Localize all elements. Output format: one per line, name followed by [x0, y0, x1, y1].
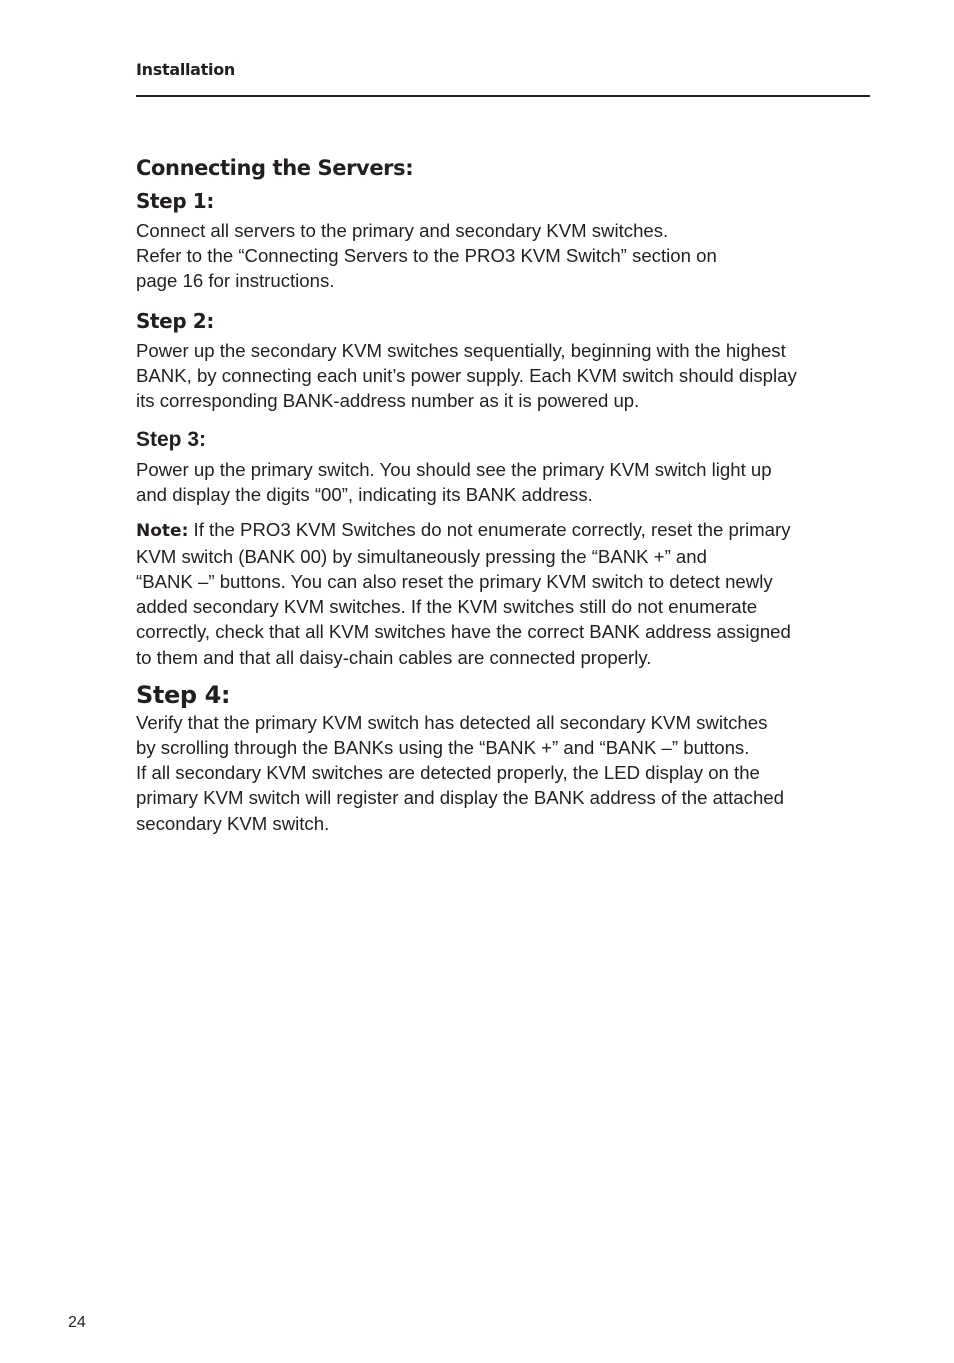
note-line-2: KVM switch (BANK 00) by simultaneously pressing the “BANK +” and — [136, 545, 707, 567]
step-4-line-4: primary KVM switch will register and display the BANK address of the attached — [136, 787, 784, 809]
step-4-line-1: Verify that the primary KVM switch has detected all secondary KVM switches — [136, 711, 768, 733]
step-4-line-5: secondary KVM switch. — [136, 812, 330, 834]
note-label: Note: — [136, 520, 189, 541]
page-title: Connecting the Servers: — [136, 156, 414, 180]
step-2-line-2: BANK, by connecting each unit’s power supply. Each KVM switch should display — [136, 364, 797, 386]
step-3-heading: Step 3: — [136, 428, 207, 452]
step-2-line-1: Power up the secondary KVM switches sequentially, beginning with the highest — [136, 339, 786, 361]
step-4-line-2: by scrolling through the BANKs using the “BANK +” and “BANK –” buttons. — [136, 737, 750, 759]
step-2-heading: Step 2: — [136, 308, 214, 333]
note-line-6: to them and that all daisy-chain cables are connected properly. — [136, 646, 652, 668]
step-2-line-3: its corresponding BANK-address number as it is powered up. — [136, 390, 640, 412]
step-4-heading: Step 4: — [136, 680, 231, 709]
step-3-line-1: Power up the primary switch. You should see the primary KVM switch light up — [136, 459, 772, 481]
header-rule — [136, 95, 870, 97]
note-line-5: correctly, check that all KVM switches have the correct BANK address assigned — [136, 621, 791, 643]
page-number: 24 — [68, 1314, 86, 1331]
note-line-1-text: If the PRO3 KVM Switches do not enumerate correctly, reset the primary — [188, 518, 791, 540]
step-1-line-2: Refer to the “Connecting Servers to the PRO3 KVM Switch” section on — [136, 245, 717, 267]
note-line-4: added secondary KVM switches. If the KVM switches still do not enumerate — [136, 596, 758, 618]
step-4-line-3: If all secondary KVM switches are detected properly, the LED display on the — [136, 762, 760, 784]
step-1-heading: Step 1: — [136, 189, 214, 213]
step-1-line-1: Connect all servers to the primary and secondary KVM switches. — [136, 220, 669, 241]
section-header-label: Installation — [136, 60, 235, 79]
note-line-3: “BANK –” buttons. You can also reset the primary KVM switch to detect newly — [136, 571, 773, 593]
step-1-line-3: page 16 for instructions. — [136, 270, 335, 292]
step-3-line-2: and display the digits “00”, indicating its BANK address. — [136, 484, 593, 506]
note-line-1 — [136, 517, 870, 544]
page-content — [136, 152, 870, 836]
